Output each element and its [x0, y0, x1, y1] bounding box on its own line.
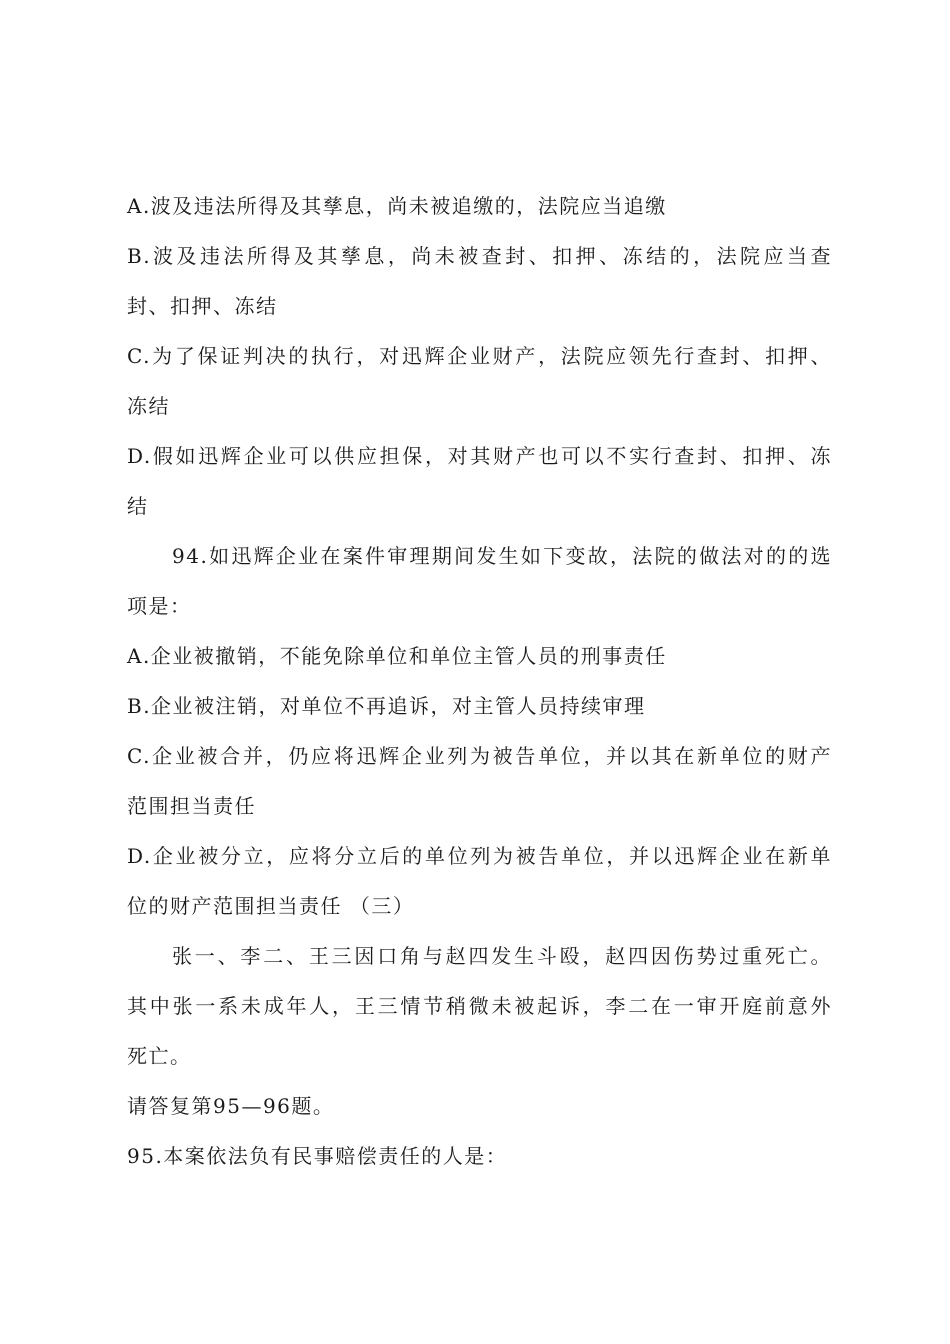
- q94-option-a: A.企业被撤销，不能免除单位和单位主管人员的刑事责任: [127, 644, 667, 668]
- q94-option-c-line-2: 范围担当责任: [127, 794, 256, 818]
- case-paragraph-line-1: 张一、李二、王三因口角与赵四发生斗殴，赵四因伤势过重死亡。: [172, 944, 832, 968]
- question-94-line-1: 94.如迅辉企业在案件审理期间发生如下变故，法院的做法对的的选: [172, 544, 832, 568]
- option-c-line-2: 冻结: [127, 394, 170, 418]
- answer-instruction: 请答复第95—96题。: [127, 1094, 335, 1118]
- case-paragraph-line-3: 死亡。: [127, 1044, 192, 1068]
- q94-option-d-line-1: D.企业被分立，应将分立后的单位列为被告单位，并以迅辉企业在新单: [127, 844, 832, 868]
- option-d-line-2: 结: [127, 494, 149, 518]
- case-paragraph-line-2: 其中张一系未成年人，王三情节稍微未被起诉，李二在一审开庭前意外: [127, 994, 832, 1018]
- option-b-line-2: 封、扣押、冻结: [127, 294, 278, 318]
- option-d-line-1: D.假如迅辉企业可以供应担保，对其财产也可以不实行查封、扣押、冻: [127, 444, 832, 468]
- option-b-line-1: B.波及违法所得及其孳息，尚未被查封、扣押、冻结的，法院应当查: [127, 244, 832, 268]
- q94-option-c-line-1: C.企业被合并，仍应将迅辉企业列为被告单位，并以其在新单位的财产: [127, 744, 832, 768]
- option-a-line-1: A.波及违法所得及其孳息，尚未被追缴的，法院应当追缴: [127, 194, 667, 218]
- q94-option-d-line-2: 位的财产范围担当责任 （三）: [127, 894, 415, 918]
- q94-option-b: B.企业被注销，对单位不再追诉，对主管人员持续审理: [127, 694, 646, 718]
- option-c-line-1: C.为了保证判决的执行，对迅辉企业财产，法院应领先行查封、扣押、: [127, 344, 832, 368]
- question-94-line-2: 项是：: [127, 594, 192, 618]
- question-95: 95.本案依法负有民事赔偿责任的人是：: [127, 1144, 508, 1168]
